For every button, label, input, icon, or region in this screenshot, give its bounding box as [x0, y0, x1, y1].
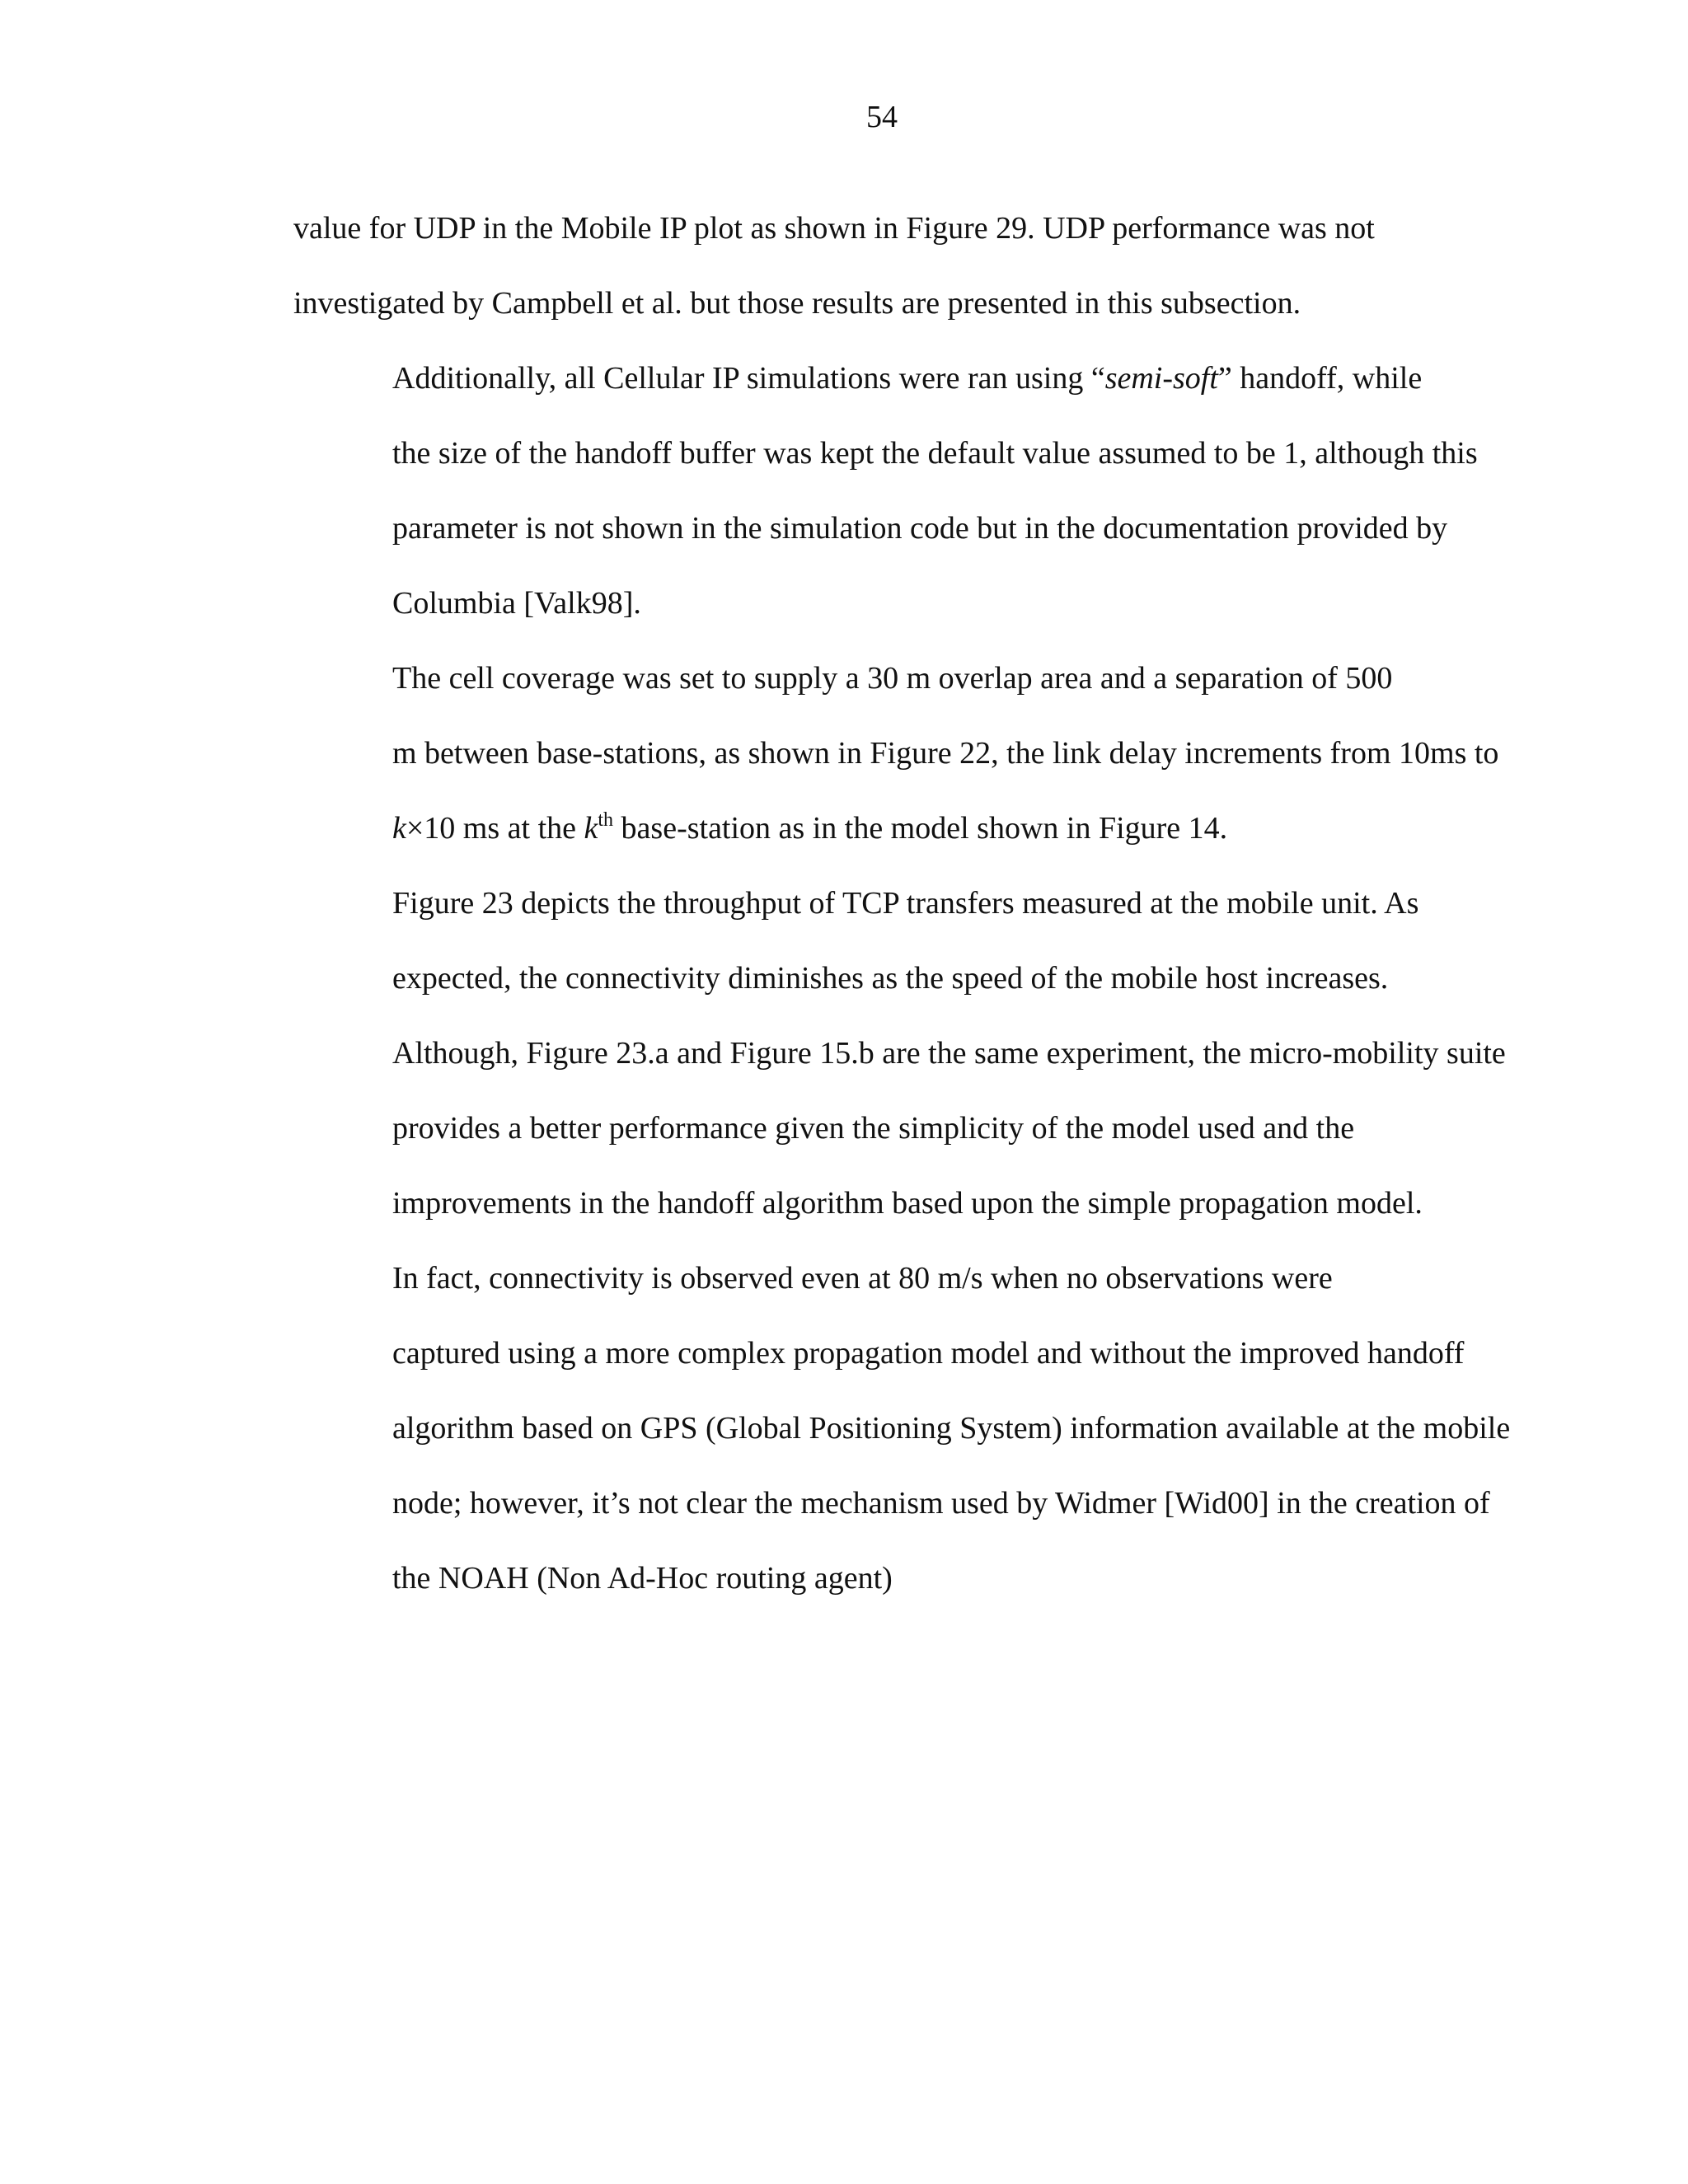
text-line: the size of the handoff buffer was kept the default value assumed to be 1, although this — [392, 436, 1478, 471]
text-line: improvements in the handoff algorithm based upon the simple propagation model. — [392, 1186, 1423, 1221]
text-line — [293, 791, 1480, 866]
text-line: provides a better performance given the simplicity of the model used and the — [392, 1111, 1355, 1146]
text-line: algorithm based on GPS (Global Positioning System) information available at the mobile — [392, 1411, 1511, 1446]
text-line: the NOAH (Non Ad-Hoc routing agent) — [392, 1561, 893, 1596]
paragraph-1 — [293, 191, 1480, 341]
paragraph-5 — [293, 1241, 1511, 1616]
text-line: expected, the connectivity diminishes as the speed of the mobile host increases. — [392, 961, 1389, 996]
paragraph-3 — [293, 641, 1499, 866]
text-line: node; however, it’s not clear the mechanism used by Widmer [Wid00] in the creation of — [392, 1486, 1490, 1521]
text-line: captured using a more complex propagation model and without the improved handoff — [392, 1336, 1465, 1371]
text-line: The cell coverage was set to supply a 30 m overlap area and a separation of 500 — [392, 661, 1393, 696]
text-line: parameter is not shown in the simulation code but in the documentation provided by — [392, 511, 1448, 546]
text-line: Although, Figure 23.a and Figure 15.b are the same experiment, the micro-mobility suite — [392, 1036, 1506, 1071]
text-line — [293, 341, 1480, 416]
italic-variable: k — [584, 811, 598, 846]
paragraph-4 — [293, 866, 1506, 1241]
text-line: Figure 23 depicts the throughput of TCP transfers measured at the mobile unit. As — [392, 886, 1419, 921]
superscript: th — [598, 809, 614, 831]
text-segment: Additionally, all Cellular IP simulations were ran using “ — [392, 361, 1105, 396]
body-text — [293, 191, 1511, 1616]
page-number: 54 — [866, 100, 898, 134]
text-line: value for UDP in the Mobile IP plot as shown in Figure 29. UDP performance was not — [293, 211, 1375, 246]
text-segment: base-station as in the model shown in Figure 14. — [613, 811, 1228, 846]
text-line: In fact, connectivity is observed even at 80 m/s when no observations were — [392, 1261, 1333, 1296]
text-segment: ×10 ms at the — [406, 811, 584, 846]
text-line: investigated by Campbell et al. but those results are presented in this subsection. — [293, 286, 1301, 321]
text-line: Columbia [Valk98]. — [392, 586, 641, 621]
italic-variable: k — [392, 811, 406, 846]
paragraph-2 — [293, 341, 1480, 641]
italic-term: semi-soft — [1104, 361, 1218, 396]
text-line: m between base-stations, as shown in Figure 22, the link delay increments from 10ms to — [392, 736, 1499, 771]
text-segment: ” handoff, while — [1217, 361, 1423, 396]
